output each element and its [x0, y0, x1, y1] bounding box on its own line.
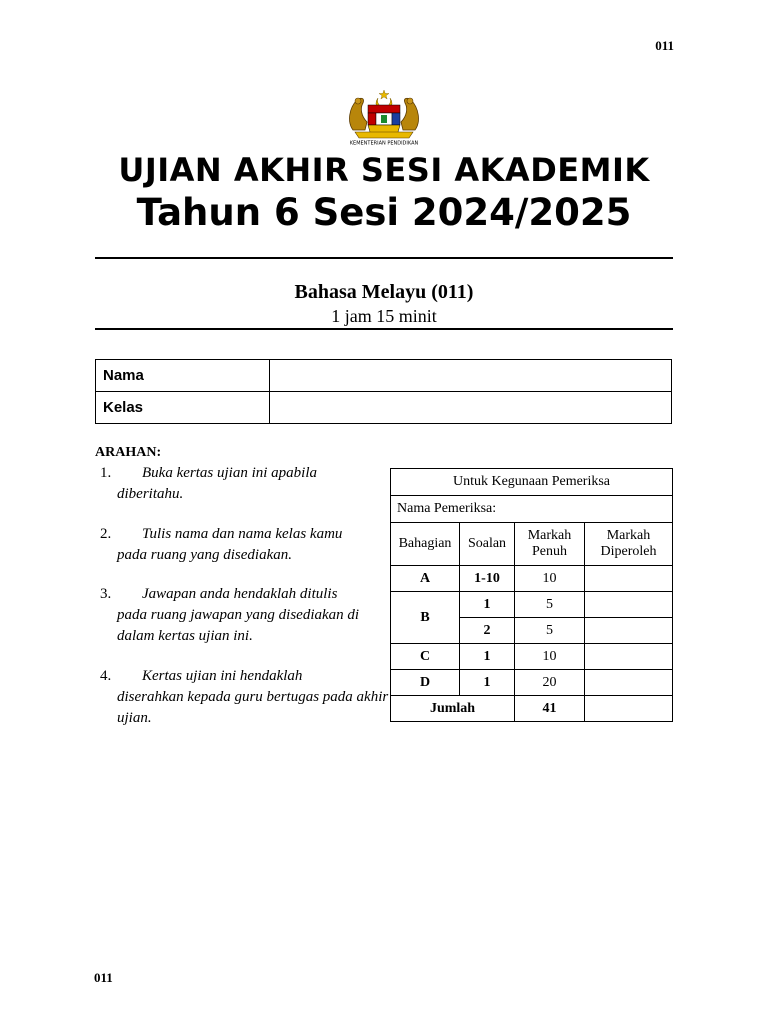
- examiner-marks-table: [390, 468, 673, 722]
- instruction-text: pada ruang jawapan yang disediakan di dalam kertas ujian ini.: [117, 607, 360, 644]
- table-row: [391, 496, 673, 523]
- instruction-number: 3.: [100, 586, 112, 602]
- column-header: Markah Penuh: [515, 523, 585, 566]
- section-cell: B: [391, 592, 460, 644]
- marks-table-title: Untuk Kegunaan Pemeriksa: [391, 469, 673, 496]
- class-label: Kelas: [96, 392, 270, 424]
- examiner-name-label: Nama Pemeriksa:: [391, 496, 673, 523]
- total-obtained-marks[interactable]: [585, 696, 673, 722]
- instruction-text: pada ruang yang disediakan.: [117, 547, 292, 563]
- table-row: [391, 670, 673, 696]
- question-cell: 1: [460, 592, 515, 618]
- table-row: [391, 566, 673, 592]
- name-field[interactable]: [270, 360, 672, 392]
- page-code-bottom: 011: [94, 970, 113, 985]
- full-marks-cell: 5: [515, 618, 585, 644]
- table-header-row: [391, 523, 673, 566]
- column-header: Markah Diperoleh: [585, 523, 673, 566]
- obtained-marks-cell[interactable]: [585, 592, 673, 618]
- section-cell: D: [391, 670, 460, 696]
- table-row: [391, 644, 673, 670]
- instruction-item: [100, 666, 392, 729]
- instruction-number: 1.: [100, 465, 112, 481]
- name-label: Nama: [96, 360, 270, 392]
- table-total-row: [391, 696, 673, 722]
- instruction-text: diserahkan kepada guru bertugas pada akhir ujian.: [117, 689, 389, 726]
- svg-text:KEMENTERIAN PENDIDIKAN: KEMENTERIAN PENDIDIKAN: [349, 140, 419, 146]
- page-code-top: 011: [655, 38, 674, 53]
- instruction-text: Jawapan anda hendaklah ditulis: [142, 586, 338, 602]
- section-cell: A: [391, 566, 460, 592]
- obtained-marks-cell[interactable]: [585, 566, 673, 592]
- table-row: [391, 469, 673, 496]
- table-row: [96, 392, 672, 424]
- instructions-heading: ARAHAN:: [95, 445, 162, 460]
- instruction-item: [100, 584, 392, 647]
- question-cell: 1-10: [460, 566, 515, 592]
- column-header: Soalan: [460, 523, 515, 566]
- section-cell: C: [391, 644, 460, 670]
- instruction-text: Buka kertas ujian ini apabila: [142, 465, 317, 481]
- instruction-item: [100, 463, 392, 505]
- obtained-marks-cell[interactable]: [585, 618, 673, 644]
- instruction-number: 4.: [100, 668, 112, 684]
- total-full-marks: 41: [515, 696, 585, 722]
- exam-subtitle: Tahun 6 Sesi 2024/2025: [136, 191, 632, 234]
- subject-name: Bahasa Melayu (011): [294, 281, 474, 303]
- instruction-text: Tulis nama dan nama kelas kamu: [142, 526, 343, 542]
- instruction-item: [100, 524, 392, 566]
- instruction-text: Kertas ujian ini hendaklah: [142, 668, 303, 684]
- student-info-table: [95, 359, 672, 424]
- exam-duration: 1 jam 15 minit: [331, 306, 437, 326]
- column-header: Bahagian: [391, 523, 460, 566]
- table-row: [391, 592, 673, 618]
- question-cell: 1: [460, 670, 515, 696]
- obtained-marks-cell[interactable]: [585, 644, 673, 670]
- exam-title: UJIAN AKHIR SESI AKADEMIK: [118, 151, 650, 189]
- table-row: [96, 360, 672, 392]
- full-marks-cell: 5: [515, 592, 585, 618]
- question-cell: 1: [460, 644, 515, 670]
- total-label: Jumlah: [391, 696, 515, 722]
- full-marks-cell: 20: [515, 670, 585, 696]
- divider: [95, 257, 673, 259]
- class-field[interactable]: [270, 392, 672, 424]
- obtained-marks-cell[interactable]: [585, 670, 673, 696]
- divider: [95, 328, 673, 330]
- full-marks-cell: 10: [515, 566, 585, 592]
- full-marks-cell: 10: [515, 644, 585, 670]
- question-cell: 2: [460, 618, 515, 644]
- crest-logo: [339, 88, 429, 146]
- instruction-number: 2.: [100, 526, 112, 542]
- instruction-text: diberitahu.: [117, 486, 184, 502]
